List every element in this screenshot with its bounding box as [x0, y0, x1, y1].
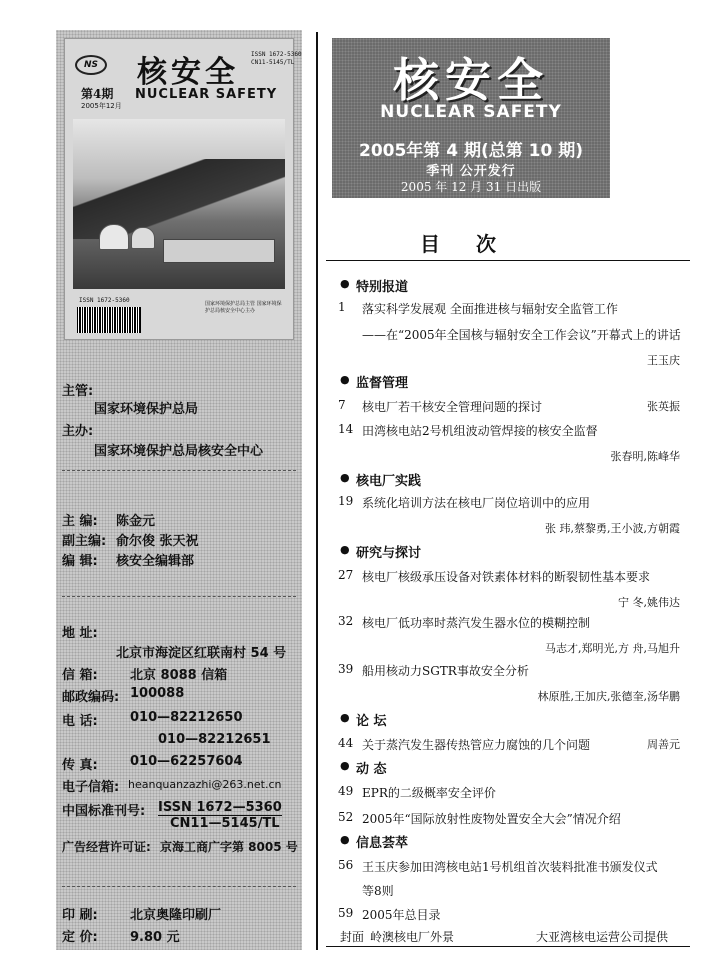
- toc-heading: 目次: [420, 232, 532, 256]
- toc-entry-title[interactable]: 2005年“国际放射性废物处置安全大会”情况介绍: [362, 812, 621, 826]
- toc-entry-author: 张春明,陈峰华: [610, 450, 680, 463]
- phone-value-2: 010—82212651: [158, 732, 271, 747]
- sponsor-value: 国家环境保护总局核安全中心: [94, 444, 264, 459]
- toc-section-title: 动 态: [356, 762, 387, 777]
- toc-entry-page: 56: [338, 858, 354, 872]
- toc-entry-author: 马志才,郑明光,方 舟,马旭升: [545, 642, 680, 655]
- toc-entry-title[interactable]: 关于蒸汽发生器传热管应力腐蚀的几个问题: [362, 738, 591, 752]
- bullet-icon: ●: [340, 373, 350, 386]
- toc-entry-page: 39: [338, 662, 354, 676]
- divider: [62, 596, 296, 597]
- postcode-label: 邮政编码:: [62, 690, 120, 705]
- deputy-label: 副主编:: [62, 534, 107, 549]
- toc-entry-page: 52: [338, 810, 354, 824]
- plant-building: [163, 239, 275, 263]
- toc-entry-page: 14: [338, 422, 354, 436]
- cn-value: CN11—5145/TL: [170, 816, 280, 831]
- toc-section-title: 特别报道: [356, 280, 409, 295]
- editor-label: 主 编:: [62, 514, 98, 529]
- column-divider: [316, 32, 318, 950]
- toc-entry-page: 7: [338, 398, 346, 412]
- journal-frequency: 季刊 公开发行: [426, 164, 516, 179]
- toc-top-rule: [326, 260, 690, 261]
- cover-note-desc: 岭澳核电厂外景: [370, 930, 455, 944]
- toc-entry-title[interactable]: 系统化培训方法在核电厂岗位培训中的应用: [362, 496, 591, 510]
- cover-thumbnail: [64, 38, 302, 340]
- issn-value: ISSN 1672—5360: [158, 800, 282, 815]
- divider: [62, 886, 296, 887]
- cover-issue: 第4期: [81, 87, 114, 101]
- toc-section-title: 论 坛: [356, 714, 387, 729]
- barcode-issn: ISSN 1672-5360: [79, 297, 130, 304]
- address-label: 地 址:: [62, 626, 98, 641]
- barcode-icon: [77, 307, 141, 333]
- editorial-value: 核安全编辑部: [116, 554, 195, 569]
- journal-title: 核安全: [393, 53, 549, 107]
- toc-entry-page: 19: [338, 494, 354, 508]
- printer-value: 北京奥隆印刷厂: [130, 908, 222, 923]
- email-value: heanquanzazhi@263.net.cn: [128, 778, 282, 791]
- toc-entry-page: 59: [338, 906, 354, 920]
- sponsor-label: 主办:: [62, 424, 94, 439]
- journal-issue: 2005年第 4 期(总第 10 期): [358, 141, 583, 161]
- toc-entry-title[interactable]: 核电厂若干核安全管理问题的探讨: [362, 400, 543, 414]
- toc-entry-author: 张 玮,蔡黎勇,王小波,方朝霞: [545, 522, 680, 535]
- cover-issn: ISSN 1672-5360 CN11-5145/TL: [251, 51, 302, 66]
- address-value: 北京市海淀区红联南村 54 号: [116, 646, 287, 661]
- fax-value: 010—62257604: [130, 754, 243, 769]
- toc-entry-page: 27: [338, 568, 354, 582]
- reactor-dome-icon: [131, 227, 155, 249]
- journal-pub-date: 2005 年 12 月 31 日出版: [400, 180, 542, 194]
- toc-entry-title[interactable]: 2005年总目录: [362, 908, 441, 922]
- toc-entry-title[interactable]: 船用核动力SGTR事故安全分析: [362, 664, 529, 678]
- editorial-label: 编 辑:: [62, 554, 98, 569]
- reactor-dome-icon: [99, 224, 129, 250]
- toc-section-title: 研究与探讨: [356, 546, 422, 561]
- cover-publisher-note: 国家环境保护总局主管 国家环境保护总局核安全中心主办: [205, 301, 282, 314]
- toc-entry-page: 1: [338, 300, 346, 314]
- bullet-icon: ●: [340, 543, 350, 556]
- ns-logo-icon: NS: [75, 55, 107, 75]
- cover-note-credit: 大亚湾核电运营公司提供: [536, 930, 669, 944]
- cover-title-en: NUCLEAR SAFETY: [135, 87, 278, 102]
- toc-entry-page: 32: [338, 614, 354, 628]
- cover-date: 2005年12月: [81, 102, 122, 110]
- toc-section-title: 监督管理: [356, 376, 409, 391]
- email-label: 电子信箱:: [62, 780, 120, 795]
- toc-entry-author: 林原胜,王加庆,张德奎,汤华鹏: [537, 690, 680, 703]
- bullet-icon: ●: [340, 759, 350, 772]
- toc-bottom-rule: [326, 946, 690, 947]
- toc-entry-title[interactable]: ——在“2005年全国核与辐射安全工作会议”开幕式上的讲话: [362, 328, 681, 342]
- editor-value: 陈金元: [116, 514, 156, 529]
- toc-entry-title[interactable]: 田湾核电站2号机组波动管焊接的核安全监督: [362, 424, 598, 438]
- fax-label: 传 真:: [62, 758, 98, 773]
- bullet-icon: ●: [340, 833, 350, 846]
- bullet-icon: ●: [340, 277, 350, 290]
- bullet-icon: ●: [340, 471, 350, 484]
- toc-entry-title[interactable]: 等8则: [362, 884, 394, 898]
- toc-entry-author: 宁 冬,姚伟达: [618, 596, 680, 609]
- supervisor-label: 主管:: [62, 384, 94, 399]
- phone-value-1: 010—82212650: [130, 710, 243, 725]
- std-label: 中国标准刊号:: [62, 804, 146, 819]
- toc-section-title: 核电厂实践: [356, 474, 422, 489]
- printer-label: 印 刷:: [62, 908, 98, 923]
- journal-banner: [332, 38, 610, 198]
- divider: [62, 470, 296, 471]
- cover-photo: [73, 119, 285, 289]
- ad-license-value: 京海工商广字第 8005 号: [160, 840, 298, 854]
- supervisor-value: 国家环境保护总局: [94, 402, 199, 417]
- toc-section-title: 信息荟萃: [356, 836, 409, 851]
- toc-entry-author: 周善元: [647, 738, 680, 751]
- cover-note-label: 封面: [340, 930, 365, 944]
- toc-entry-title[interactable]: 王玉庆参加田湾核电站1号机组首次装料批准书颁发仪式: [362, 860, 658, 874]
- price-value: 9.80 元: [130, 930, 180, 945]
- journal-title-en: NUCLEAR SAFETY: [380, 102, 562, 122]
- bullet-icon: ●: [340, 711, 350, 724]
- ad-license-label: 广告经营许可证:: [62, 840, 151, 854]
- postcode-value: 100088: [130, 686, 185, 701]
- mailbox-label: 信 箱:: [62, 668, 98, 683]
- toc-entry-title[interactable]: 核电厂核级承压设备对铁素体材料的断裂韧性基本要求: [362, 570, 651, 584]
- toc-entry-title[interactable]: 核电厂低功率时蒸汽发生器水位的模糊控制: [362, 616, 591, 630]
- phone-label: 电 话:: [62, 714, 98, 729]
- toc-entry-title[interactable]: EPR的二级概率安全评价: [362, 786, 496, 800]
- toc-entry-author: 张英振: [647, 400, 680, 413]
- deputy-value: 俞尔俊 张天祝: [116, 534, 199, 549]
- toc-entry-page: 44: [338, 736, 354, 750]
- toc-entry-title[interactable]: 落实科学发展观 全面推进核与辐射安全监管工作: [362, 302, 618, 316]
- mailbox-value: 北京 8088 信箱: [130, 668, 228, 683]
- cover-title: 核安全: [137, 55, 239, 90]
- toc-entry-page: 49: [338, 784, 354, 798]
- toc-entry-author: 王玉庆: [647, 354, 680, 367]
- price-label: 定 价:: [62, 930, 98, 945]
